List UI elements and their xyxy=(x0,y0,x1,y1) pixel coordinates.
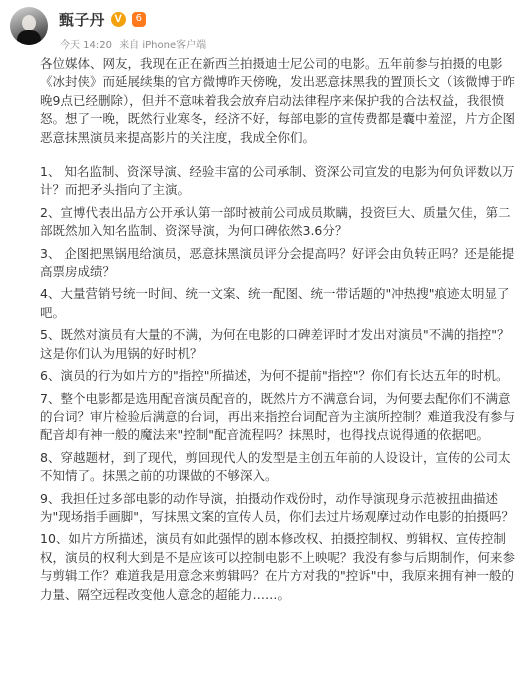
post-intro: 各位媒体、网友，我现在正在新西兰拍摄迪士尼公司的电影。五年前参与拍摄的电影《冰封侠》而延展续集的官方微博昨天傍晚，发出恶意抹黑我的置顶长文（该微博于昨晚9点已经删除），但并不意味着我会放弃启动法律程序来保护我的合法权益，我很愤怒。想了一晚，既然行业寒冬，经济不好，每部电影的宣传费都是囊中羞涩，片方企图恶意抹黑演员来提高影片的关注度，我成全你们。 xyxy=(40,56,516,145)
post-meta xyxy=(60,36,206,51)
avatar-body-shape xyxy=(17,30,41,45)
user-avatar[interactable] xyxy=(10,7,48,45)
post-point-4: 4、大量营销号统一时间、统一文案、统一配图、统一带话题的"冲热搜"痕迹太明显了吧。 xyxy=(40,286,510,320)
verified-badge-icon: V xyxy=(111,12,126,27)
post-point-3: 3、 企图把黑锅甩给演员，恶意抹黑演员评分会提高吗？好评会由负转正吗？还是能提高票房成绩？ xyxy=(40,245,515,280)
post-point-9: 9、我担任过多部电影的动作导演，拍摄动作戏份时，动作导演现身示范被扭曲描述为"现场指手画脚"，写抹黑文案的宣传人员，你们去过片场观摩过动作电影的拍摄吗？ xyxy=(40,490,515,524)
level-badge: 6 xyxy=(132,12,146,27)
post-point-5: 5、既然对演员有大量的不满，为何在电影的口碑差评时才发出对演员"不满的指控"？这是你们认为甩锅的好时机？ xyxy=(40,327,510,361)
post-body xyxy=(40,55,517,604)
avatar-face-shape xyxy=(22,15,36,31)
post-point-1: 1、 知名监制、资深导演、经验丰富的公司承制、资深公司宣发的电影为何负评数以万计？而把矛头指向了主演。 xyxy=(40,164,515,198)
post-point-6: 6、演员的行为如片方的"指控"所描述，为何不提前"指控"？你们有长达五年的时机。 xyxy=(40,368,509,384)
post-point-7: 7、整个电影都是选用配音演员配音的，既然片方不满意台词，为何要去配你们不满意的台词？审片检验后满意的台词，再出来指控台词配音为主演所控制？难道我没有参与配音却有神一般的魔法来"控制"配音流程吗？抹黑时，也得找点说得通的依据吧。 xyxy=(40,390,516,443)
post-point-10: 10、如片方所描述，演员有如此强悍的剧本修改权、拍摄控制权、剪辑权、宣传控制权，演员的权利大到是不是应该可以控制电影不上映呢？我没有参与后期制作，何来参与剪辑工作？难道我是用意念来剪辑吗？在片方对我的"控诉"中，我原来拥有神一般的力量、隔空远程改变他人意念的超能力……。 xyxy=(40,531,516,602)
post-point-8: 8、穿越题材，到了现代，剪回现代人的发型是主创五年前的人设设计，宣传的公司太不知情了。抹黑之前的功课做的不够深入。 xyxy=(40,449,511,484)
post-timestamp[interactable]: 今天 14:20 xyxy=(60,40,112,51)
post-point-2: 2、宣博代表出品方公开承认第一部时被前公司成员欺瞒，投资巨大、质量欠佳，第二部既然加入知名监制、资深导演，为何口碑依然3.6分？ xyxy=(40,204,511,239)
username[interactable]: 甄子丹 xyxy=(59,10,105,29)
post-source: 来自 iPhone客户端 xyxy=(119,40,207,51)
post-header xyxy=(0,0,525,58)
username-row xyxy=(59,9,146,29)
